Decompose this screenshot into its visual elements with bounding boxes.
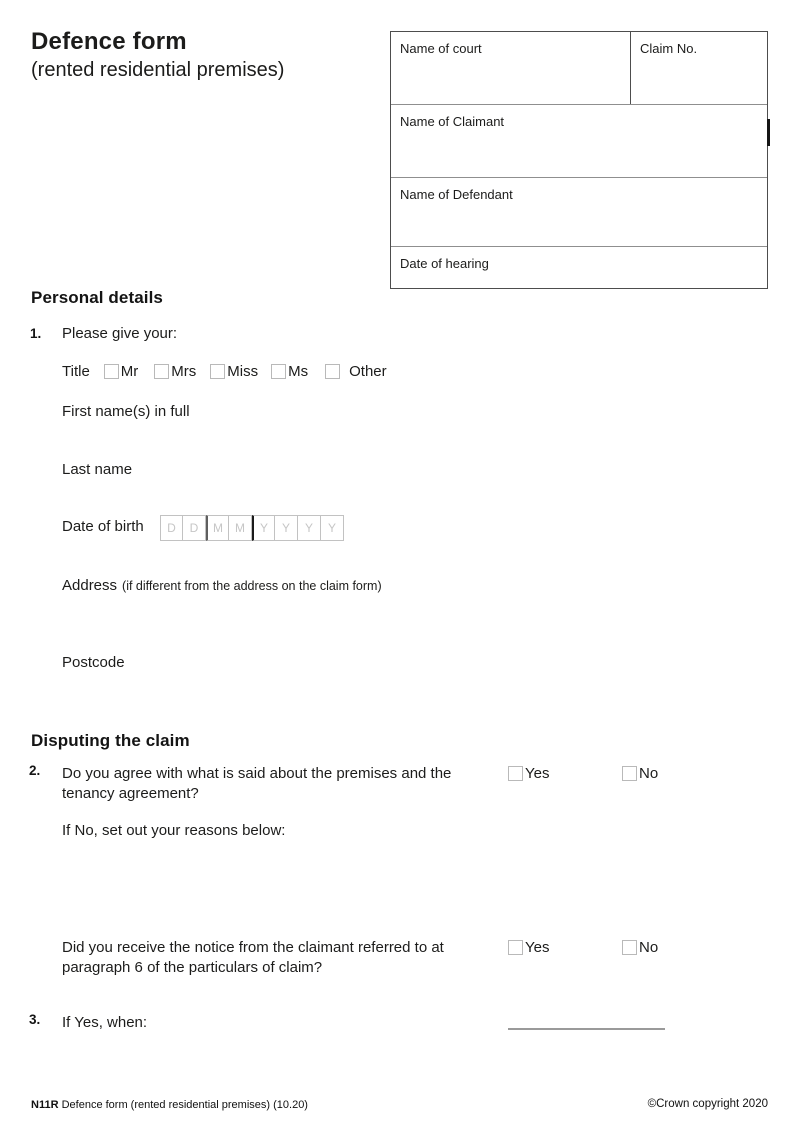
print-artifact-mark: [767, 119, 770, 146]
name-of-defendant-field[interactable]: [391, 177, 767, 246]
q2-reasons-prompt: If No, set out your reasons below:: [62, 822, 286, 839]
q2-no-checkbox[interactable]: [622, 766, 637, 781]
title-options-row: [62, 363, 387, 380]
notice-no-option: [622, 939, 658, 956]
title-other-checkbox[interactable]: [325, 364, 340, 379]
dob-year-1-cell[interactable]: Y: [252, 515, 275, 541]
question-3-text: If Yes, when:: [62, 1014, 148, 1031]
title-other-label: Other: [349, 363, 387, 380]
address-note: (if different from the address on the claim form): [122, 579, 382, 593]
title-option-mr: [104, 363, 139, 380]
dob-year-4-cell[interactable]: Y: [321, 515, 344, 541]
postcode-label: Postcode: [62, 654, 125, 671]
footer-form-title: Defence form (rented residential premises) (10.20): [58, 1099, 308, 1111]
court-claim-row: [391, 32, 767, 104]
dob-year-2-cell[interactable]: Y: [275, 515, 298, 541]
title-option-mrs: [154, 363, 196, 380]
date-of-hearing-field[interactable]: [391, 246, 767, 288]
title-option-ms: [271, 363, 308, 380]
footer-form-code: N11R: [31, 1099, 59, 1111]
page-title: Defence form: [31, 28, 187, 55]
dob-month-1-cell[interactable]: M: [206, 515, 229, 541]
q3-answer-line[interactable]: [508, 1028, 665, 1030]
q2-yes-option: [508, 765, 549, 782]
title-ms-label: Ms: [288, 363, 309, 380]
title-miss-checkbox[interactable]: [210, 364, 225, 379]
address-row: [62, 577, 382, 594]
claim-no-field[interactable]: [631, 32, 767, 104]
name-of-court-field[interactable]: [391, 32, 631, 104]
footer-form-reference: [31, 1099, 308, 1111]
notice-no-label: No: [639, 939, 659, 956]
title-mr-checkbox[interactable]: [104, 364, 119, 379]
title-mrs-checkbox[interactable]: [154, 364, 169, 379]
q2-yes-label: Yes: [525, 765, 550, 782]
dob-year-3-cell[interactable]: Y: [298, 515, 321, 541]
claim-no-label: Claim No.: [640, 41, 698, 56]
name-of-defendant-label: Name of Defendant: [400, 187, 513, 202]
notice-no-checkbox[interactable]: [622, 940, 637, 955]
notice-yes-label: Yes: [525, 939, 550, 956]
notice-yes-checkbox[interactable]: [508, 940, 523, 955]
page-subtitle: (rented residential premises): [31, 59, 285, 81]
case-details-box: [390, 31, 768, 289]
question-1-text: Please give your:: [62, 325, 178, 342]
q2-no-option: [622, 765, 658, 782]
footer-copyright: ©Crown copyright 2020: [647, 1098, 768, 1110]
dob-input-strip: [160, 515, 344, 541]
name-of-court-label: Name of court: [400, 41, 482, 56]
question-2-text: Do you agree with what is said about the premises and the tenancy agreement?: [62, 765, 452, 802]
q2-yes-checkbox[interactable]: [508, 766, 523, 781]
date-of-hearing-label: Date of hearing: [400, 256, 489, 271]
last-name-label: Last name: [62, 461, 133, 478]
dob-label: Date of birth: [62, 518, 144, 535]
title-miss-label: Miss: [227, 363, 259, 380]
question-3-number: 3.: [29, 1012, 41, 1027]
title-option-other: [325, 363, 387, 380]
first-name-label: First name(s) in full: [62, 403, 190, 420]
title-option-miss: [210, 363, 258, 380]
question-2-number: 2.: [29, 763, 41, 778]
q2-no-label: No: [639, 765, 659, 782]
notice-yes-option: [508, 939, 549, 956]
name-of-claimant-field[interactable]: [391, 104, 767, 177]
disputing-claim-heading: Disputing the claim: [31, 731, 190, 750]
dob-day-2-cell[interactable]: D: [183, 515, 206, 541]
dob-month-2-cell[interactable]: M: [229, 515, 252, 541]
title-mr-label: Mr: [120, 363, 139, 380]
dob-day-1-cell[interactable]: D: [160, 515, 183, 541]
name-of-claimant-label: Name of Claimant: [400, 114, 505, 129]
title-ms-checkbox[interactable]: [271, 364, 286, 379]
address-label: Address: [62, 577, 118, 594]
title-mrs-label: Mrs: [171, 363, 197, 380]
personal-details-heading: Personal details: [31, 288, 163, 307]
question-1-number: 1.: [30, 326, 42, 341]
q2-notice-text: Did you receive the notice from the claimant referred to at paragraph 6 of the particulars of claim?: [62, 939, 444, 976]
title-label: Title: [62, 363, 90, 380]
